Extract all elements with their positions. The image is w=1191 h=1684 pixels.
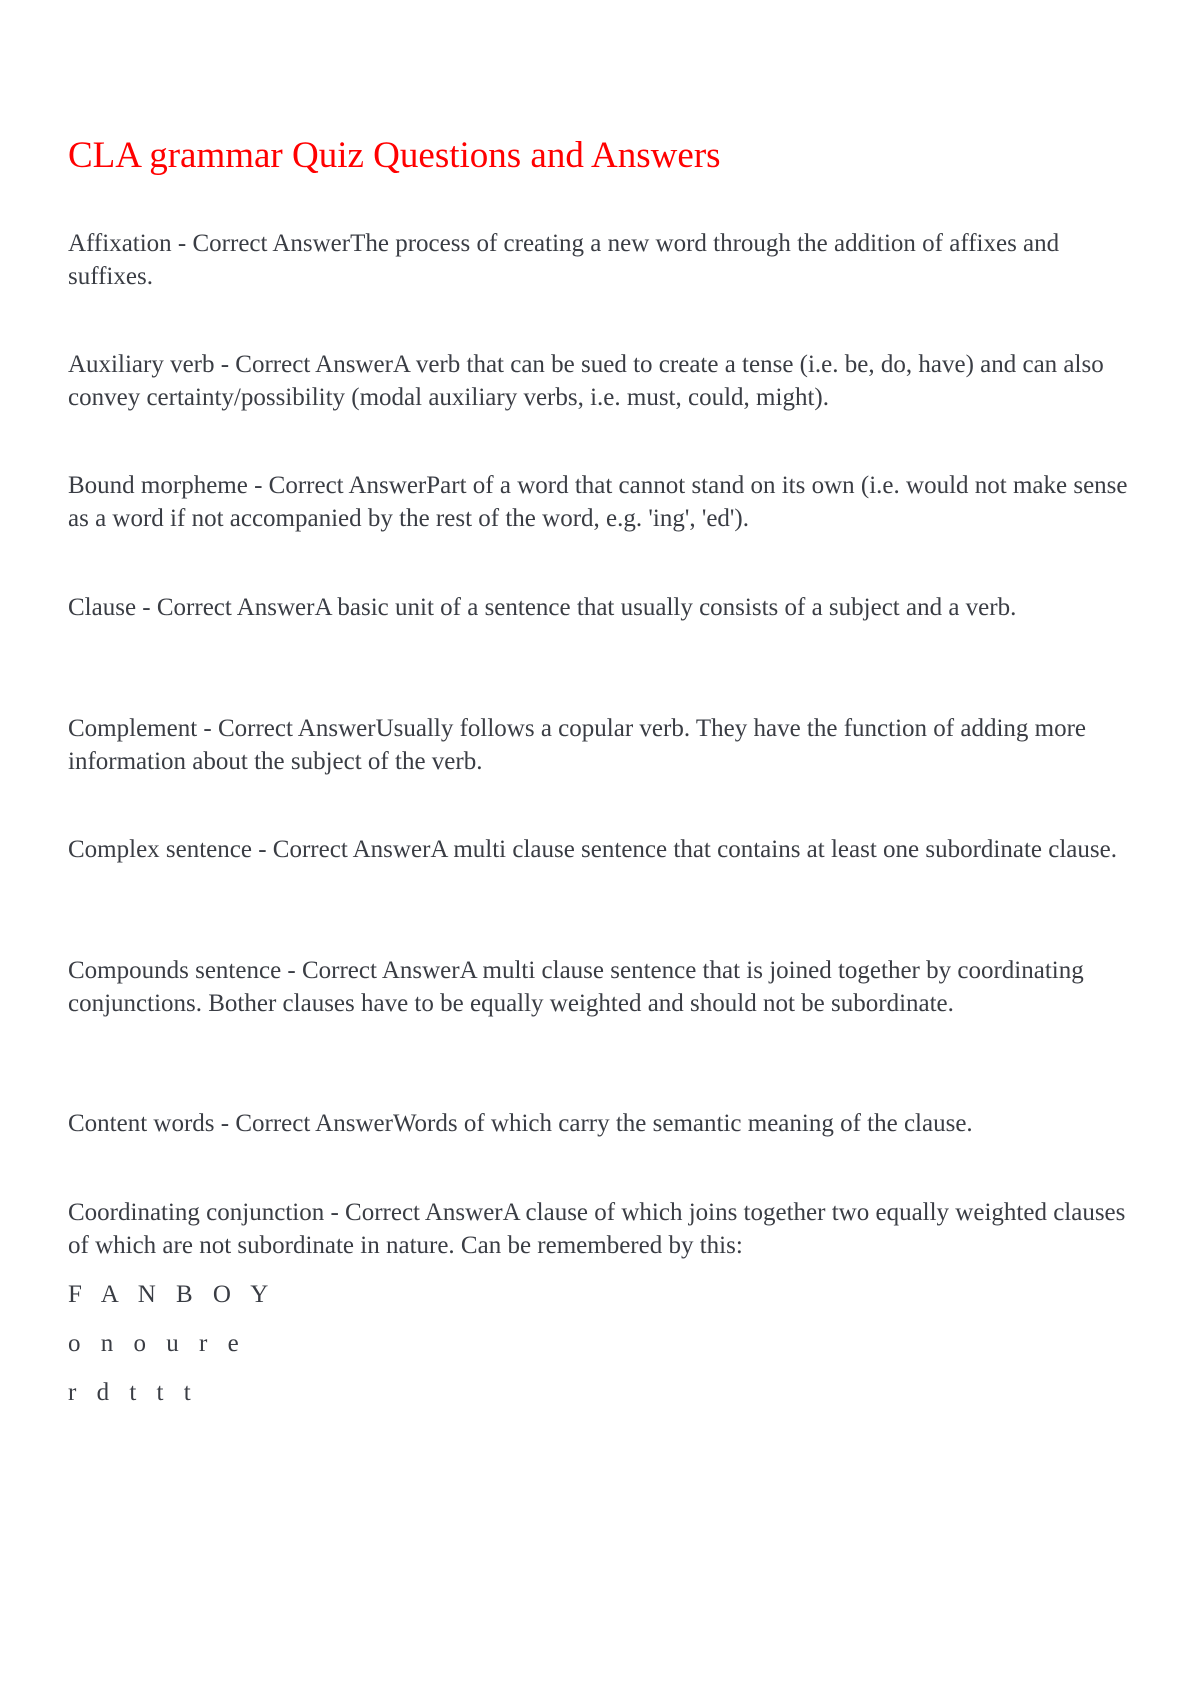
acronym-line-2: o n o u r e (68, 1330, 246, 1357)
entry-complement: Complement - Correct AnswerUsually follows a copular verb. They have the function of adding more information about the subject of the verb. (68, 715, 1087, 775)
entry-coordinating-conjunction: Coordinating conjunction - Correct AnswerA clause of which joins together two equally weighted clauses of which are not subordinate in nature. Can be remembered by this: (68, 1199, 1126, 1259)
entry-clause: Clause - Correct AnswerA basic unit of a sentence that usually consists of a subject and a verb. (68, 594, 1017, 621)
entry-content-words: Content words - Correct AnswerWords of which carry the semantic meaning of the clause. (68, 1110, 973, 1137)
document-title: CLA grammar Quiz Questions and Answers (68, 135, 721, 176)
entry-complex-sentence: Complex sentence - Correct AnswerA multi clause sentence that contains at least one subordinate clause. (68, 836, 1117, 863)
acronym-line-3: r d t t t (68, 1379, 198, 1406)
acronym-line-1: F A N B O Y (68, 1281, 276, 1308)
entry-compounds-sentence: Compounds sentence - Correct AnswerA multi clause sentence that is joined together by coordinating conjunctions. Bother clauses have to be equally weighted and should not be subordinate. (68, 957, 1084, 1017)
entry-auxiliary-verb: Auxiliary verb - Correct AnswerA verb that can be sued to create a tense (i.e. be, do, have) and can also convey certainty/possibility (modal auxiliary verbs, i.e. must, could, might). (68, 351, 1104, 411)
entry-affixation: Affixation - Correct AnswerThe process of creating a new word through the addition of affixes and suffixes. (68, 230, 1060, 290)
entry-bound-morpheme: Bound morpheme - Correct AnswerPart of a word that cannot stand on its own (i.e. would not make sense as a word if not accompanied by the rest of the word, e.g. 'ing', 'ed'). (68, 472, 1128, 532)
